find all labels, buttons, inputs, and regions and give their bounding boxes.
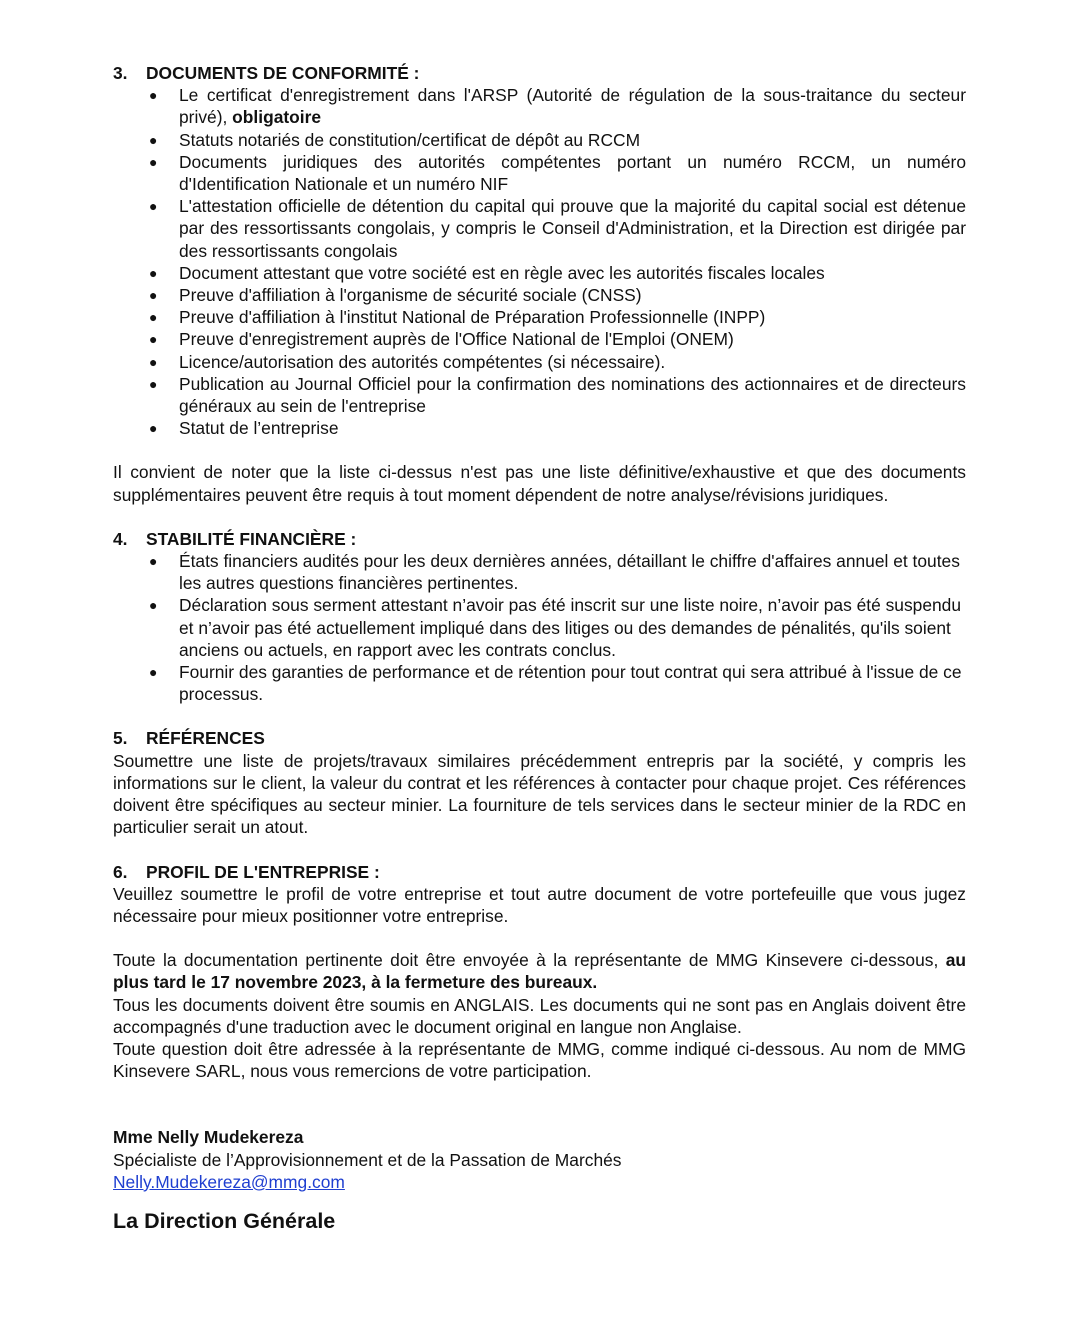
closing-paragraph-2: Tous les documents doivent être soumis en ANGLAIS. Les documents qui ne sont pas en Anglais doivent être accompagnés d'une traduction avec le document original en langue non Anglaise. (113, 994, 966, 1037)
bullet-icon: ● (149, 375, 158, 392)
list-item-text: Le certificat d'enregistrement dans l'ARSP (Autorité de régulation de la sous-traitance du secteur privé), (179, 85, 966, 128)
deadline-text: au plus tard le 17 novembre 2023, à la fermeture des bureaux. (113, 950, 966, 993)
list-item-text: Fournir des garanties de performance et de rétention pour tout contrat qui sera attribué à l'issue de ce processus. (179, 662, 962, 705)
list-item (113, 129, 966, 151)
list-item (113, 284, 966, 306)
list-item-text: États financiers audités pour les deux dernières années, détaillant le chiffre d'affaires annuel et toutes les autres questions financières pertinentes. (179, 551, 960, 594)
bullet-icon: ● (149, 153, 158, 170)
list-item (113, 306, 966, 328)
signatory-email-link[interactable]: Nelly.Mudekereza@mmg.com (113, 1171, 345, 1192)
list-item (113, 351, 966, 373)
bullet-icon: ● (149, 287, 158, 304)
section-3-note: Il convient de noter que la liste ci-dessus n'est pas une liste définitive/exhaustive et que des documents supplémentaires peuvent être requis à tout moment dépendent de notre analyse/révisions juridiques. (113, 462, 966, 505)
bullet-icon: ● (149, 198, 158, 215)
list-item (113, 328, 966, 350)
list-item (113, 594, 966, 661)
section-4-heading (113, 528, 966, 550)
bullet-icon: ● (149, 264, 158, 281)
section-6-title: PROFIL DE L'ENTREPRISE : (146, 861, 380, 882)
list-item-text: Documents juridiques des autorités compétentes portant un numéro RCCM, un numéro d'Identification Nationale et un numéro NIF (179, 151, 966, 195)
bullet-icon: ● (149, 309, 158, 326)
section-5-title: RÉFÉRENCES (146, 728, 265, 749)
list-item-bold: obligatoire (232, 107, 322, 128)
list-item (113, 151, 966, 195)
section-6-text: Veuillez soumettre le profil de votre entreprise et tout autre document de votre portefeuille que vous jugez nécessaire pour mieux positionner votre entreprise. (113, 883, 966, 926)
section-3-number: 3. (113, 63, 128, 83)
list-item-text: Preuve d'enregistrement auprès de l'Office National de l'Emploi (ONEM) (179, 329, 734, 350)
signatory-role: Spécialiste de l’Approvisionnement et de la Passation de Marchés (113, 1149, 622, 1170)
section-4-list (113, 550, 966, 705)
signatory-name: Mme Nelly Mudekereza (113, 1127, 304, 1148)
list-item (113, 195, 966, 262)
bullet-icon: ● (149, 353, 158, 370)
section-5-text: Soumettre une liste de projets/travaux similaires précédemment entrepris par la société, y compris les informations sur le client, la valeur du contrat et les références à contacter pour chaque projet. Ces références doivent être spécifiques au secteur minier. La fourniture de tels services dans le secteur minier de la RDC en particulier serait un atout. (113, 750, 966, 838)
list-item-text: L'attestation officielle de détention du capital qui prouve que la majorité du capital social est détenue par des ressortissants congolais, y compris le Conseil d'Administration, et la Direction est dirigée par des ressortissants congolais (179, 196, 966, 261)
section-6-number: 6. (113, 861, 128, 882)
section-5-number: 5. (113, 728, 128, 749)
list-item-text: Document attestant que votre société est en règle avec les autorités fiscales locales (179, 262, 825, 283)
list-item-text: Statuts notariés de constitution/certificat de dépôt au RCCM (179, 129, 641, 150)
section-6-heading (113, 861, 966, 883)
bullet-icon: ● (149, 420, 158, 437)
list-item-text: Publication au Journal Officiel pour la confirmation des nominations des actionnaires et de directeurs généraux au sein de l'entreprise (179, 373, 966, 417)
bullet-icon: ● (149, 597, 158, 614)
section-4-number: 4. (113, 528, 128, 549)
bullet-icon: ● (149, 553, 158, 570)
list-item (113, 262, 966, 284)
section-3-list (113, 84, 966, 439)
section-3-title: DOCUMENTS DE CONFORMITÉ : (146, 63, 420, 83)
closing-paragraph-1 (113, 949, 966, 993)
direction-heading: La Direction Générale (113, 1208, 336, 1233)
document-page (113, 62, 966, 1235)
bullet-icon: ● (149, 331, 158, 348)
list-item (113, 84, 966, 128)
section-3-heading (113, 62, 966, 84)
closing-text: Toute la documentation pertinente doit être envoyée à la représentante de MMG Kinsevere ci-dessous, (113, 950, 946, 971)
closing-paragraph-3: Toute question doit être adressée à la représentante de MMG, comme indiqué ci-dessous. Au nom de MMG Kinsevere SARL, nous vous remercions de votre participation. (113, 1038, 966, 1082)
list-item-text: Statut de l’entreprise (179, 418, 339, 439)
list-item (113, 417, 966, 439)
list-item (113, 550, 966, 594)
list-item (113, 661, 966, 705)
list-item-text: Preuve d'affiliation à l'organisme de sécurité sociale (CNSS) (179, 285, 642, 306)
list-item-text: Déclaration sous serment attestant n’avoir pas été inscrit sur une liste noire, n’avoir pas été suspendu et n’avoir pas été actuellement impliqué dans des litiges ou des demandes de pénalités, qu'ils soient anciens ou actuels, en rapport avec les contrats conclus. (179, 595, 962, 660)
list-item-text: Licence/autorisation des autorités compétentes (si nécessaire). (179, 351, 666, 372)
list-item-text: Preuve d'affiliation à l'institut National de Préparation Professionnelle (INPP) (179, 307, 766, 328)
bullet-icon: ● (149, 131, 158, 148)
bullet-icon: ● (149, 87, 158, 104)
list-item (113, 373, 966, 417)
section-5-heading (113, 727, 966, 749)
section-4-title: STABILITÉ FINANCIÈRE : (146, 528, 357, 549)
bullet-icon: ● (149, 664, 158, 681)
